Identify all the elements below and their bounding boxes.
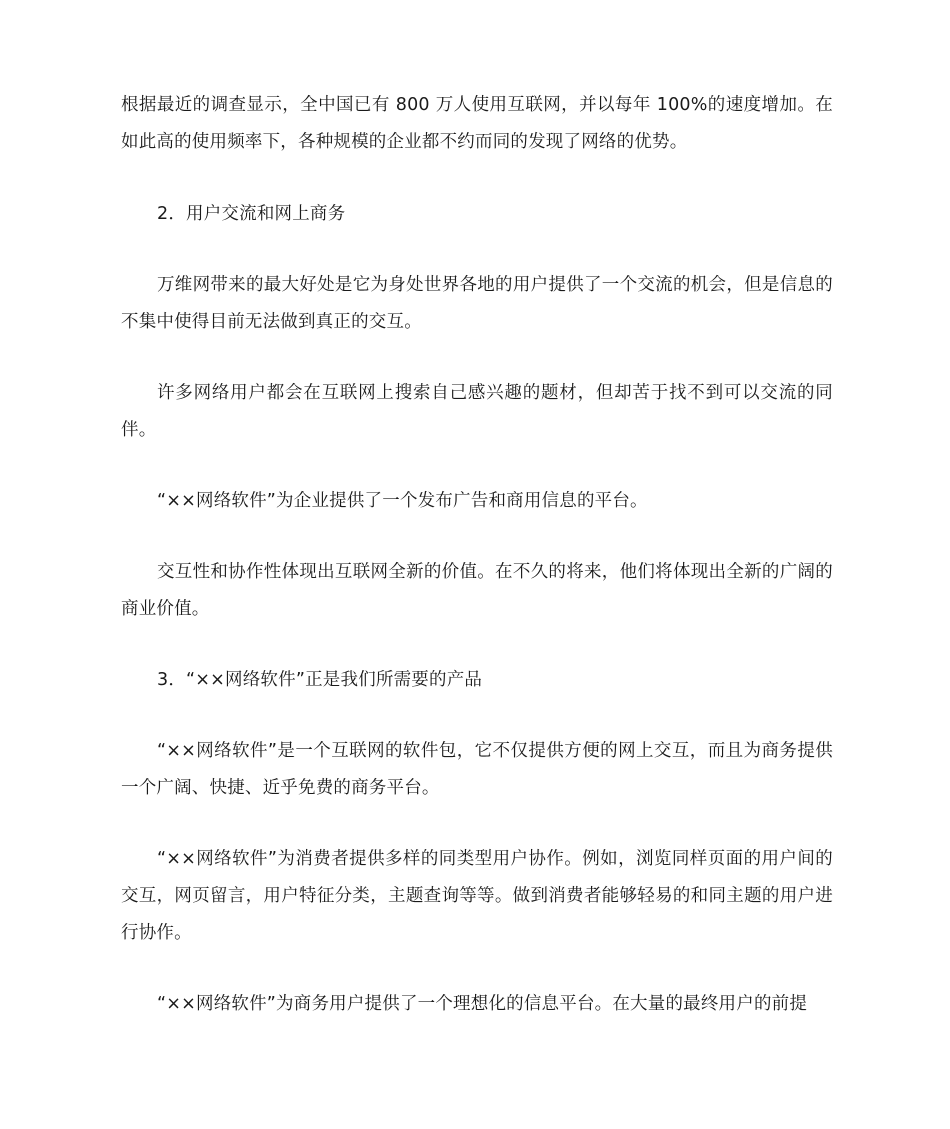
paragraph-intro: 根据最近的调查显示，全中国已有 800 万人使用互联网，并以每年 100%的速度增加。在如此高的使用频率下，各种规模的企业都不约而同的发现了网络的优势。	[121, 95, 833, 152]
paragraph-software-package: “××网络软件”是一个互联网的软件包，它不仅提供方便的网上交互，而且为商务提供一个广阔、快捷、近乎免费的商务平台。	[121, 741, 833, 798]
paragraph-search-users: 许多网络用户都会在互联网上搜索自己感兴趣的题材，但却苦于找不到可以交流的同伴。	[121, 383, 833, 440]
paragraph-business-platform: “××网络软件”为商务用户提供了一个理想化的信息平台。在大量的最终用户的前提	[157, 994, 808, 1014]
paragraph-ad-platform: “××网络软件”为企业提供了一个发布广告和商用信息的平台。	[157, 491, 648, 511]
section-heading-2: 2．用户交流和网上商务	[157, 204, 346, 224]
paragraph-interactivity: 交互性和协作性体现出互联网全新的价值。在不久的将来，他们将体现出全新的广阔的商业价值。	[121, 562, 833, 619]
paragraph-www-benefit: 万维网带来的最大好处是它为身处世界各地的用户提供了一个交流的机会，但是信息的不集中使得目前无法做到真正的交互。	[121, 275, 833, 332]
section-heading-3: 3．“××网络软件”正是我们所需要的产品	[157, 670, 483, 690]
paragraph-consumer-collab: “××网络软件”为消费者提供多样的同类型用户协作。例如，浏览同样页面的用户间的交互，网页留言，用户特征分类，主题查询等等。做到消费者能够轻易的和同主题的用户进行协作。	[121, 849, 833, 943]
